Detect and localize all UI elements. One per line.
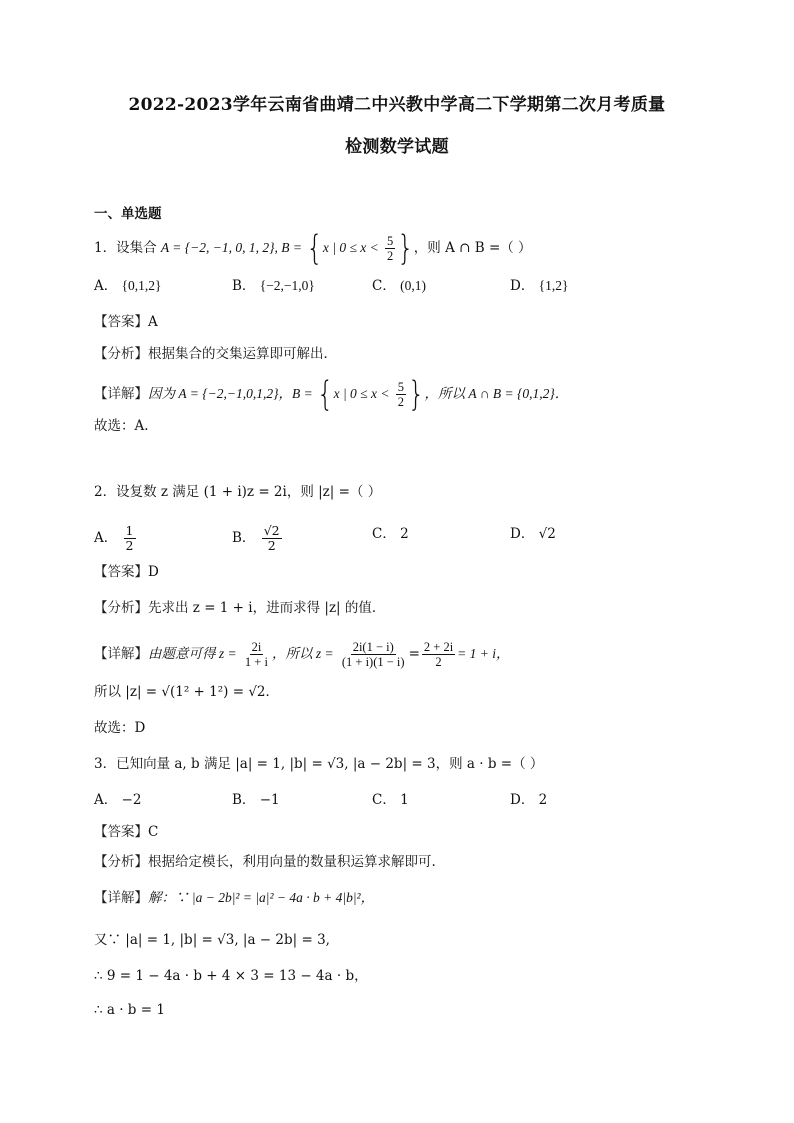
- exam-title-line2: 检测数学试题: [345, 137, 449, 157]
- exam-title-line1: 2022-2023学年云南省曲靖二中兴教中学高二下学期第二次月考质量: [128, 95, 666, 115]
- q1-answer-value: A: [148, 314, 158, 330]
- q1-detail-fraction: $\frac{5}{2}$: [397, 380, 404, 409]
- q1-detail: [94, 375, 569, 414]
- q2-detail-fraction-1: $\frac{2i}{1 + i}$: [244, 640, 268, 669]
- q1-set-b-body: x | 0 ≤ x <: [322, 240, 379, 255]
- q2-choose: 故选：D: [94, 720, 146, 736]
- q2-option-c: C． 2: [372, 526, 409, 542]
- q1-analysis: [94, 344, 337, 364]
- q1-fraction: [385, 234, 395, 263]
- q1-detail-pre: 因为 A = {−2,−1,0,1,2}，B =: [148, 386, 313, 401]
- q1-frac-num: 5: [387, 234, 394, 248]
- q1-frac-den: 2: [387, 249, 394, 263]
- q3-option-a: A． −2: [94, 792, 142, 808]
- q3-step-1: 又∵ |a| = 1, |b| = √3, |a − 2b| = 3,: [94, 932, 330, 948]
- q1-set-b-pre: , B =: [274, 240, 303, 255]
- q1-detail-right-brace: }: [407, 375, 425, 414]
- q1-set-a: A = {−2, −1, 0, 1, 2}: [160, 240, 275, 255]
- q2-analysis: 【分析】先求出 z = 1 + i，进而求得 |z| 的值．: [94, 600, 386, 616]
- q2-detail-fraction-3: $\frac{2 + 2i}{2}$: [423, 640, 454, 669]
- q1-option-b: B． {−2,−1,0}: [232, 278, 315, 294]
- q2-detail-fraction-2: $\frac{2i(1 - i)}{(1 + i)(1 - i)}$: [341, 640, 405, 669]
- q2-option-d: D． √2: [510, 526, 556, 542]
- q1-answer-tag: 【答案】: [94, 314, 148, 330]
- q1-answer: [94, 312, 158, 332]
- section-heading: 一、单选题: [94, 206, 162, 222]
- q2-option-b-fraction: $\frac{√2}{2}$: [263, 523, 280, 553]
- q2-option-a-fraction: $\frac{1}{2}$: [125, 523, 134, 553]
- q1-choose: 故选：A.: [94, 418, 149, 434]
- q1-detail-tag: 【详解】: [94, 386, 148, 402]
- q3-step-3: ∴ a · b = 1: [94, 1002, 165, 1018]
- q2-analysis-text: 先求出 z = 1 + i，进而求得 |z| 的值．: [148, 600, 386, 616]
- q3-analysis-text: 根据给定模长，利用向量的数量积运算求解即可.: [148, 854, 436, 870]
- q1-right-brace: }: [397, 229, 414, 268]
- q1-option-d: D． {1,2}: [510, 278, 569, 294]
- q2-so-line: 所以 |z| = √(1² + 1²) = √2．: [94, 684, 280, 700]
- q2-detail: 【详解】由题意可得 z = $\frac{2i}{1 + i}$ ，所以 z = $\frac{2i(1 - i)}{(1 + i)(1 - i)}$ = $\frac{2 + 2i}{2}$ = 1 + i，: [94, 640, 510, 669]
- q1-option-c: C． (0,1): [372, 278, 427, 294]
- q3-detail-text: 解：∵ |a − 2b|² = |a|² − 4a · b + 4|b|²，: [148, 890, 375, 905]
- q3-step-2: ∴ 9 = 1 − 4a · b + 4 × 3 = 13 − 4a · b，: [94, 968, 368, 984]
- q1-option-a: A． {0,1,2}: [94, 278, 162, 294]
- q3-answer-value: C: [148, 824, 159, 840]
- q3-answer: 【答案】C: [94, 824, 159, 840]
- q2-stem: 2．设复数 z 满足 (1 + i)z = 2i，则 |z| =（ ）: [94, 484, 382, 500]
- q1-analysis-text: 根据集合的交集运算即可解出．: [148, 346, 337, 362]
- q1-analysis-tag: 【分析】: [94, 346, 148, 362]
- q2-answer-value: D: [148, 564, 159, 580]
- q1-stem-suffix: ，则 A ∩ B =（ ）: [413, 240, 532, 256]
- q1-left-brace: {: [306, 229, 323, 268]
- q2-option-a: A． $\frac{1}{2}$: [94, 523, 134, 553]
- q2-option-b: B． $\frac{√2}{2}$: [232, 523, 280, 553]
- q3-analysis: 【分析】根据给定模长，利用向量的数量积运算求解即可.: [94, 854, 436, 870]
- q1-stem: [94, 229, 532, 268]
- q1-stem-prefix: 1．设集合: [94, 240, 157, 256]
- q3-stem: 3．已知向量 a, b 满足 |a| = 1, |b| = √3, |a − 2b| = 3，则 a · b =（ ）: [94, 756, 544, 772]
- q1-detail-post: ，所以 A ∩ B = {0,1,2}．: [424, 386, 569, 401]
- q1-detail-left-brace: {: [317, 375, 334, 414]
- q2-answer: 【答案】D: [94, 564, 159, 580]
- q3-option-b: B． −1: [232, 792, 280, 808]
- q3-option-d: D． 2: [510, 792, 548, 808]
- q3-option-c: C． 1: [372, 792, 409, 808]
- q3-detail: 【详解】解：∵ |a − 2b|² = |a|² − 4a · b + 4|b|²，: [94, 890, 375, 906]
- q1-detail-mid: x | 0 ≤ x <: [333, 386, 390, 401]
